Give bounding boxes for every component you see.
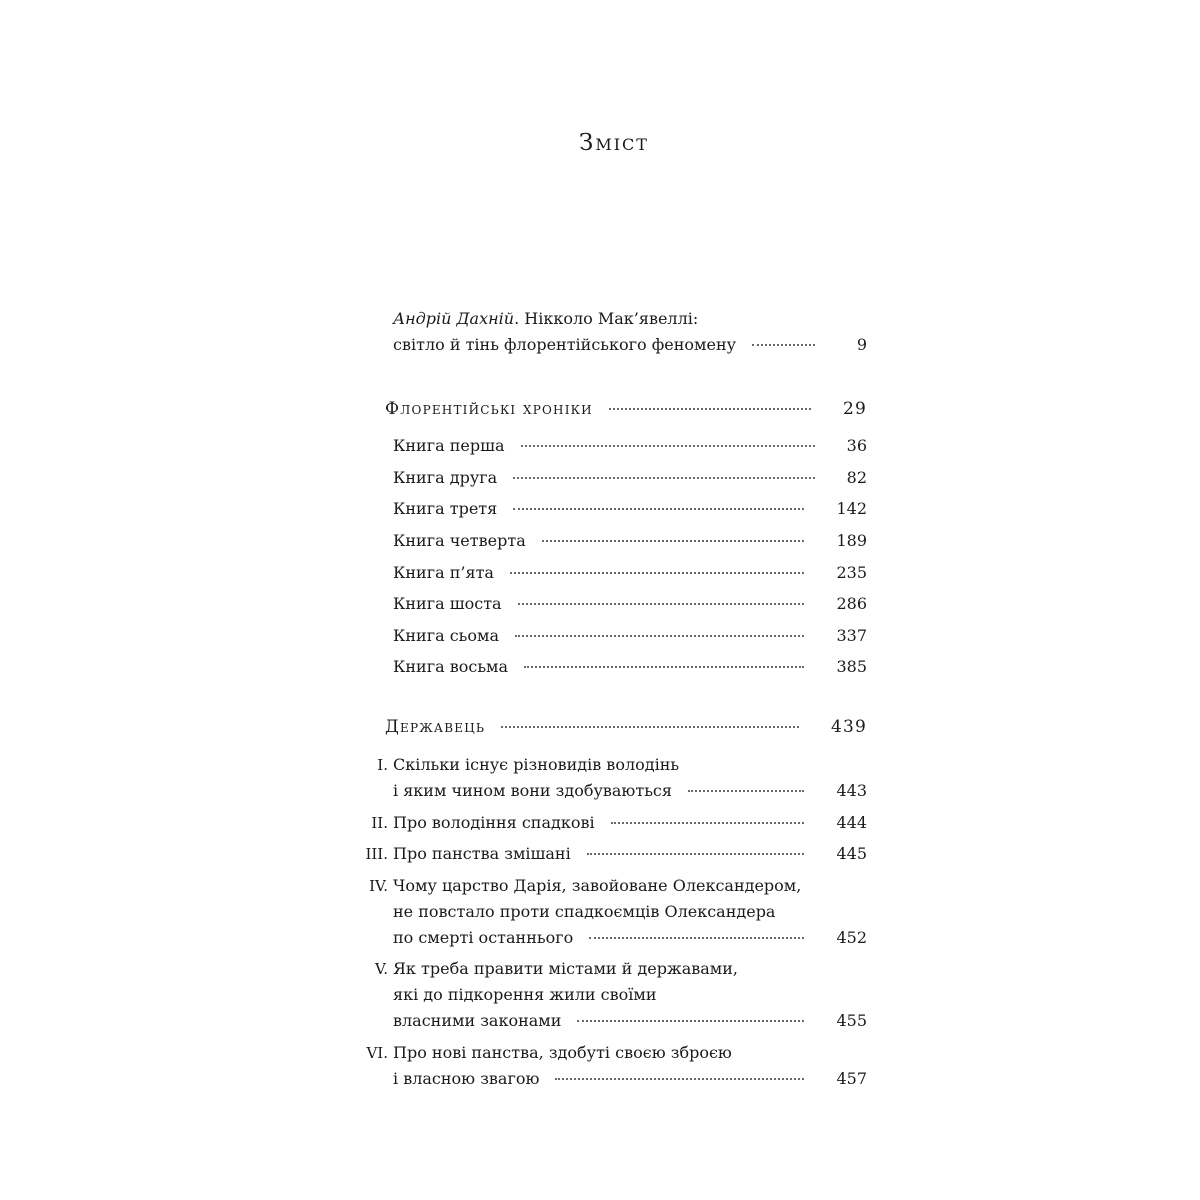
- page-number: 142: [836, 499, 867, 518]
- page-number: 439: [830, 717, 867, 737]
- dot-leader: [611, 822, 805, 824]
- page-number: 286: [836, 594, 867, 613]
- dot-leader: [688, 790, 804, 792]
- dot-leader: [513, 508, 804, 510]
- chapter-title-line: Про панства змішані: [393, 844, 571, 863]
- part-title: Флорентійські хроніки: [385, 399, 593, 419]
- toc-entry-book[interactable]: [393, 528, 867, 554]
- toc-entry-intro-line1: [393, 306, 867, 332]
- chapter-numeral: II.: [371, 814, 388, 832]
- book-label: Книга шоста: [393, 594, 502, 613]
- chapter-numeral: III.: [365, 845, 388, 863]
- chapter-title-line: Про володіння спадкові: [393, 813, 595, 832]
- toc-entry-book[interactable]: [393, 623, 867, 649]
- book-label: Книга друга: [393, 468, 498, 487]
- dot-leader: [609, 408, 811, 410]
- chapter-title-line: Чому царство Дарія, завойоване Олександером,: [393, 876, 802, 895]
- page-number: 457: [836, 1069, 867, 1088]
- toc-entry-chapter[interactable]: [393, 873, 867, 951]
- dot-leader: [542, 540, 805, 542]
- book-label: Книга п’ята: [393, 563, 494, 582]
- toc-entry-book[interactable]: [393, 591, 867, 617]
- toc-entry-line: [393, 465, 867, 491]
- toc-entry-line: [393, 810, 867, 836]
- toc-entry-chapter[interactable]: [393, 956, 867, 1034]
- intro-title-line2: світло й тінь флорентійського феномену: [393, 335, 737, 354]
- chapter-title-line: по смерті останнього: [393, 928, 574, 947]
- toc-entry-intro-line2: [393, 332, 867, 358]
- toc-part-line: [385, 396, 867, 422]
- book-label: Книга сьома: [393, 626, 500, 645]
- toc-entry-line: [393, 654, 867, 680]
- toc-entry-line: [393, 778, 867, 804]
- book-label: Книга третя: [393, 499, 498, 518]
- chapter-numeral: I.: [377, 756, 388, 774]
- chapter-title-line: і власною звагою: [393, 1069, 540, 1088]
- intro-title-line1: . Нікколо Мак’явеллі:: [514, 309, 699, 328]
- toc-entry-intro[interactable]: [393, 306, 867, 358]
- dot-leader: [515, 635, 804, 637]
- dot-leader: [587, 853, 805, 855]
- toc-entry-book[interactable]: [393, 560, 867, 586]
- page-number: 452: [836, 928, 867, 947]
- dot-leader: [577, 1020, 804, 1022]
- chapter-title-line: Про нові панства, здобуті своєю зброєю: [393, 1043, 732, 1062]
- toc-entry-line: [393, 1066, 867, 1092]
- toc-entry-book[interactable]: [393, 433, 867, 459]
- toc-entry-line: [393, 560, 867, 586]
- book-label: Книга перша: [393, 436, 505, 455]
- book-label: Книга четверта: [393, 531, 526, 550]
- page-number: 235: [836, 563, 867, 582]
- chapter-numeral: VI.: [366, 1044, 388, 1062]
- toc-entry-line: [393, 496, 867, 522]
- toc-entry-book[interactable]: [393, 465, 867, 491]
- toc-entry-chapter[interactable]: [393, 752, 867, 804]
- toc-part-florentine[interactable]: [385, 396, 867, 422]
- chapter-numeral: IV.: [369, 877, 388, 895]
- toc-entry-chapter[interactable]: [393, 1040, 867, 1092]
- page-number: 9: [856, 335, 867, 354]
- toc-entry-line: [393, 841, 867, 867]
- toc-entry-book[interactable]: [393, 654, 867, 680]
- page-number: 455: [836, 1011, 867, 1030]
- dot-leader: [501, 726, 799, 728]
- part-title: Державець: [385, 717, 486, 737]
- toc-part-prince[interactable]: [385, 714, 867, 740]
- page-number: 445: [836, 844, 867, 863]
- toc-entry-line: [393, 528, 867, 554]
- page-number: 443: [836, 781, 867, 800]
- page-number: 444: [836, 813, 867, 832]
- chapter-title-line: не повстало проти спадкоємців Олександера: [393, 902, 776, 921]
- page-number: 385: [836, 657, 867, 676]
- dot-leader: [521, 445, 815, 447]
- page-number: 36: [846, 436, 867, 455]
- toc-entry-chapter[interactable]: [393, 810, 867, 836]
- dot-leader: [752, 344, 815, 346]
- page-number: 82: [846, 468, 867, 487]
- dot-leader: [589, 937, 804, 939]
- dot-leader: [518, 603, 805, 605]
- toc-entry-line: [393, 925, 867, 951]
- toc-entry-line: [393, 1008, 867, 1034]
- dot-leader: [524, 666, 804, 668]
- toc-entry-chapter[interactable]: [393, 841, 867, 867]
- book-label: Книга восьма: [393, 657, 509, 676]
- page-number: 189: [836, 531, 867, 550]
- toc-entry-book[interactable]: [393, 496, 867, 522]
- toc-part-line: [385, 714, 867, 740]
- chapter-numeral: V.: [375, 960, 388, 978]
- page-number: 337: [836, 626, 867, 645]
- page-number: 29: [842, 399, 867, 419]
- dot-leader: [555, 1078, 804, 1080]
- toc-entry-line: [393, 433, 867, 459]
- page-title: Зміст: [579, 130, 649, 156]
- toc-entry-line: [393, 623, 867, 649]
- dot-leader: [510, 572, 805, 574]
- chapter-title-line: власними законами: [393, 1011, 562, 1030]
- toc-entry-line: [393, 591, 867, 617]
- chapter-title-line: Як треба правити містами й державами,: [393, 959, 738, 978]
- intro-author: Андрій Дахній: [393, 309, 515, 328]
- chapter-title-line: Скільки існує різновидів володінь: [393, 755, 680, 774]
- chapter-title-line: які до підкорення жили своїми: [393, 985, 657, 1004]
- dot-leader: [513, 477, 814, 479]
- chapter-title-line: і яким чином вони здобуваються: [393, 781, 672, 800]
